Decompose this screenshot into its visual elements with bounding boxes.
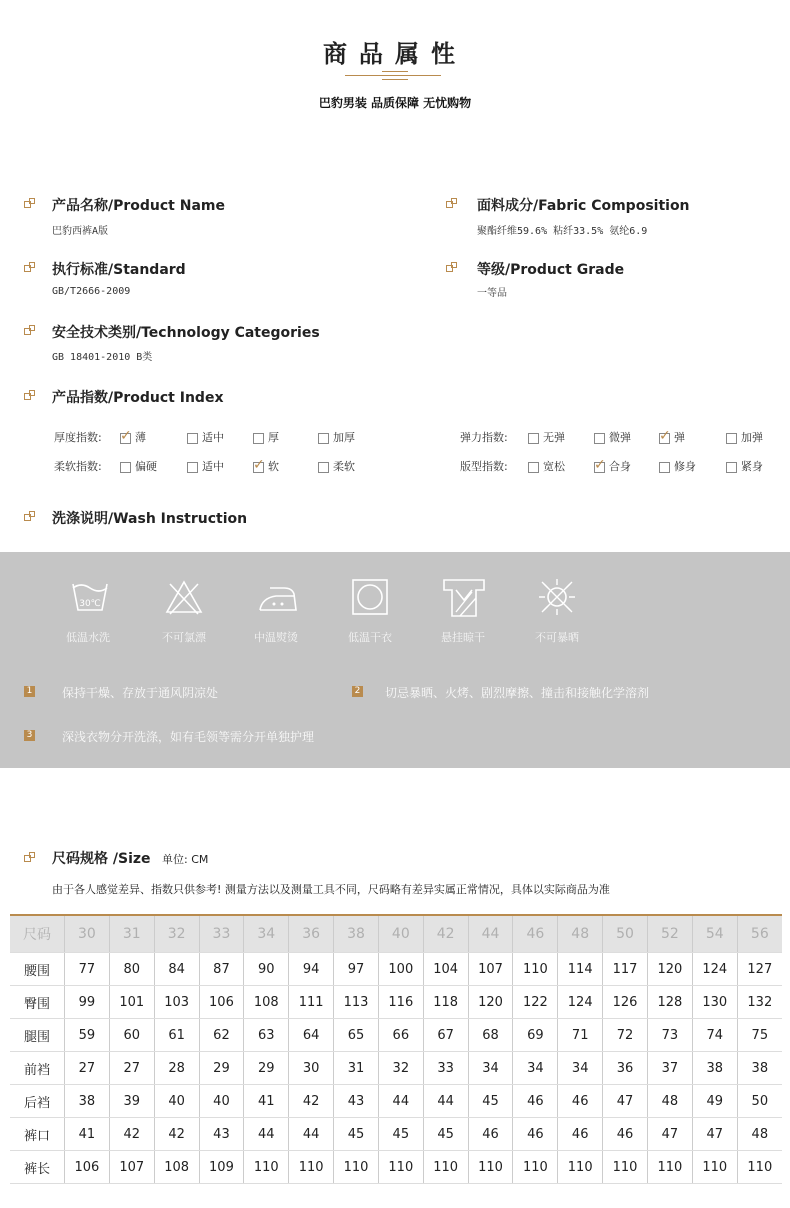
fabric-value: 聚酯纤维59.6% 粘纤33.5% 氨纶6.9 <box>477 226 648 237</box>
wash-label: 不可氯漂 <box>162 631 206 644</box>
table-cell: 80 <box>109 953 154 986</box>
table-header-cell: 52 <box>647 916 692 953</box>
table-cell: 114 <box>558 953 603 986</box>
table-cell: 103 <box>154 986 199 1019</box>
table-cell: 130 <box>692 986 737 1019</box>
tip-number-badge: 2 <box>352 686 363 697</box>
table-cell: 132 <box>737 986 782 1019</box>
thickness-option[interactable] <box>120 429 146 445</box>
table-cell: 40 <box>154 1085 199 1118</box>
table-cell: 108 <box>154 1151 199 1184</box>
title-decoration <box>382 79 408 80</box>
wash-instruction-label: 洗涤说明/Wash Instruction <box>52 511 248 527</box>
checkbox[interactable] <box>528 462 539 473</box>
table-cell: 107 <box>468 953 513 986</box>
table-cell: 46 <box>513 1118 558 1151</box>
table-cell: 29 <box>244 1052 289 1085</box>
table-cell: 101 <box>109 986 154 1019</box>
thickness-option[interactable] <box>187 429 224 445</box>
table-cell: 45 <box>334 1118 379 1151</box>
checkbox[interactable] <box>594 462 605 473</box>
table-cell: 34 <box>513 1052 558 1085</box>
table-cell: 87 <box>199 953 244 986</box>
table-cell: 66 <box>378 1019 423 1052</box>
elasticity-option[interactable] <box>726 429 763 445</box>
table-cell: 90 <box>244 953 289 986</box>
table-cell: 44 <box>244 1118 289 1151</box>
table-header-cell: 50 <box>603 916 648 953</box>
elasticity-option[interactable] <box>594 429 631 445</box>
softness-option[interactable] <box>187 458 224 474</box>
table-cell: 106 <box>65 1151 110 1184</box>
table-cell: 45 <box>423 1118 468 1151</box>
option-label: 加厚 <box>333 431 355 444</box>
wash-tip: 切忌暴晒、火烤、剧烈摩擦、撞击和接触化学溶剂 <box>385 686 650 700</box>
table-header-row <box>10 916 782 953</box>
table-cell: 43 <box>199 1118 244 1151</box>
table-cell: 63 <box>244 1019 289 1052</box>
table-header-cell: 32 <box>154 916 199 953</box>
table-cell: 60 <box>109 1019 154 1052</box>
table-header-cell: 33 <box>199 916 244 953</box>
table-cell: 110 <box>513 953 558 986</box>
table-row <box>10 1019 782 1052</box>
table-cell: 110 <box>737 1151 782 1184</box>
thickness-option[interactable] <box>253 429 279 445</box>
section-bullet-icon <box>24 198 36 210</box>
size-note: 由于各人感觉差异、指数只供参考! 测量方法以及测量工具不同，尺码略有差异实属正常情况，具体以实际商品为准 <box>52 883 610 896</box>
softness-option[interactable] <box>253 458 279 474</box>
table-cell: 99 <box>65 986 110 1019</box>
section-bullet-icon <box>24 325 36 337</box>
table-row <box>10 953 782 986</box>
fit-option[interactable] <box>659 458 696 474</box>
table-cell: 68 <box>468 1019 513 1052</box>
section-bullet-icon <box>24 511 36 523</box>
table-cell: 34 <box>558 1052 603 1085</box>
table-cell: 77 <box>65 953 110 986</box>
table-cell: 110 <box>692 1151 737 1184</box>
table-header-cell: 31 <box>109 916 154 953</box>
table-cell: 44 <box>289 1118 334 1151</box>
title-underline <box>345 75 441 76</box>
table-cell: 124 <box>692 953 737 986</box>
table-cell: 31 <box>334 1052 379 1085</box>
option-label: 薄 <box>135 431 146 444</box>
softness-label: 柔软指数: <box>54 460 102 473</box>
softness-option[interactable] <box>318 458 355 474</box>
checkbox[interactable] <box>594 433 605 444</box>
table-header-cell: 30 <box>65 916 110 953</box>
table-cell: 128 <box>647 986 692 1019</box>
table-cell: 126 <box>603 986 648 1019</box>
option-label: 合身 <box>609 460 631 473</box>
standard-label: 执行标准/Standard <box>52 262 186 278</box>
checkbox[interactable] <box>528 433 539 444</box>
title-decoration <box>382 71 408 72</box>
row-label: 裤口 <box>10 1118 65 1151</box>
option-label: 柔软 <box>333 460 355 473</box>
checkbox[interactable] <box>659 462 670 473</box>
elasticity-option[interactable] <box>659 429 685 445</box>
table-cell: 106 <box>199 986 244 1019</box>
table-cell: 33 <box>423 1052 468 1085</box>
table-header-cell: 46 <box>513 916 558 953</box>
table-cell: 118 <box>423 986 468 1019</box>
table-cell: 45 <box>468 1085 513 1118</box>
table-cell: 42 <box>289 1085 334 1118</box>
table-cell: 116 <box>378 986 423 1019</box>
table-header-cell: 36 <box>289 916 334 953</box>
fit-option[interactable] <box>726 458 763 474</box>
row-label: 腿围 <box>10 1019 65 1052</box>
table-header-cell: 44 <box>468 916 513 953</box>
option-label: 无弹 <box>543 431 565 444</box>
row-label: 前裆 <box>10 1052 65 1085</box>
table-header-cell: 54 <box>692 916 737 953</box>
table-cell: 46 <box>603 1118 648 1151</box>
checkbox[interactable] <box>726 433 737 444</box>
size-label: 尺码规格 /Size <box>52 851 151 867</box>
wash-label: 悬挂晾干 <box>441 631 485 644</box>
iron-medium-icon <box>256 580 300 620</box>
table-cell: 44 <box>423 1085 468 1118</box>
table-cell: 46 <box>558 1085 603 1118</box>
product-name-value: 巴豹西裤A版 <box>52 226 109 237</box>
section-bullet-icon <box>446 262 458 274</box>
table-cell: 104 <box>423 953 468 986</box>
table-cell: 39 <box>109 1085 154 1118</box>
option-label: 软 <box>268 460 279 473</box>
table-cell: 38 <box>737 1052 782 1085</box>
section-bullet-icon <box>24 262 36 274</box>
table-cell: 94 <box>289 953 334 986</box>
svg-text:30℃: 30℃ <box>79 599 101 609</box>
table-cell: 110 <box>289 1151 334 1184</box>
table-cell: 109 <box>199 1151 244 1184</box>
table-cell: 46 <box>513 1085 558 1118</box>
section-bullet-icon <box>446 198 458 210</box>
table-row <box>10 1151 782 1184</box>
checkbox[interactable] <box>120 462 131 473</box>
row-label: 臀围 <box>10 986 65 1019</box>
table-cell: 47 <box>603 1085 648 1118</box>
table-cell: 38 <box>692 1052 737 1085</box>
fit-label: 版型指数: <box>460 460 508 473</box>
table-header-cell: 34 <box>244 916 289 953</box>
table-cell: 65 <box>334 1019 379 1052</box>
table-cell: 41 <box>244 1085 289 1118</box>
checkbox[interactable] <box>659 433 670 444</box>
option-label: 微弹 <box>609 431 631 444</box>
option-label: 厚 <box>268 431 279 444</box>
table-cell: 59 <box>65 1019 110 1052</box>
table-cell: 110 <box>334 1151 379 1184</box>
checkbox[interactable] <box>726 462 737 473</box>
table-cell: 46 <box>468 1118 513 1151</box>
wash-label: 低温水洗 <box>66 631 110 644</box>
table-cell: 46 <box>558 1118 603 1151</box>
table-cell: 43 <box>334 1085 379 1118</box>
no-sun-icon <box>536 576 578 622</box>
softness-option[interactable] <box>120 458 157 474</box>
table-cell: 29 <box>199 1052 244 1085</box>
tip-number-badge: 1 <box>24 686 35 697</box>
page-subtitle: 巴豹男装 品质保障 无忧购物 <box>318 96 472 110</box>
checkbox[interactable] <box>120 433 131 444</box>
table-cell: 62 <box>199 1019 244 1052</box>
wash-label: 低温干衣 <box>348 631 392 644</box>
grade-label: 等级/Product Grade <box>477 262 625 278</box>
checkbox[interactable] <box>253 433 264 444</box>
table-cell: 50 <box>737 1085 782 1118</box>
wash-30-icon <box>70 578 110 620</box>
checkbox[interactable] <box>253 462 264 473</box>
tip-number-badge: 3 <box>24 730 35 741</box>
table-cell: 48 <box>647 1085 692 1118</box>
table-cell: 113 <box>334 986 379 1019</box>
fit-option[interactable] <box>594 458 631 474</box>
table-cell: 69 <box>513 1019 558 1052</box>
table-cell: 100 <box>378 953 423 986</box>
table-cell: 41 <box>65 1118 110 1151</box>
table-cell: 117 <box>603 953 648 986</box>
table-cell: 67 <box>423 1019 468 1052</box>
option-label: 适中 <box>202 460 224 473</box>
checkbox[interactable] <box>187 462 198 473</box>
table-cell: 97 <box>334 953 379 986</box>
table-cell: 30 <box>289 1052 334 1085</box>
table-row <box>10 1118 782 1151</box>
table-cell: 127 <box>737 953 782 986</box>
size-table <box>10 916 782 1184</box>
table-cell: 111 <box>289 986 334 1019</box>
tumble-dry-low-icon <box>351 578 389 620</box>
table-header-cell: 38 <box>334 916 379 953</box>
size-unit: 单位: CM <box>162 853 209 866</box>
table-cell: 122 <box>513 986 558 1019</box>
table-cell: 27 <box>109 1052 154 1085</box>
fabric-label: 面料成分/Fabric Composition <box>477 198 690 214</box>
checkbox[interactable] <box>318 462 329 473</box>
table-cell: 36 <box>603 1052 648 1085</box>
section-bullet-icon <box>24 390 36 402</box>
safety-value: GB 18401-2010 B类 <box>52 352 153 363</box>
table-cell: 61 <box>154 1019 199 1052</box>
table-cell: 32 <box>378 1052 423 1085</box>
option-label: 宽松 <box>543 460 565 473</box>
table-cell: 34 <box>468 1052 513 1085</box>
table-cell: 110 <box>513 1151 558 1184</box>
table-cell: 44 <box>378 1085 423 1118</box>
table-cell: 107 <box>109 1151 154 1184</box>
table-cell: 124 <box>558 986 603 1019</box>
table-cell: 75 <box>737 1019 782 1052</box>
page-title: 商品属性 <box>323 40 467 68</box>
standard-value: GB/T2666-2009 <box>52 286 131 297</box>
table-cell: 38 <box>65 1085 110 1118</box>
table-header-cell: 56 <box>737 916 782 953</box>
option-label: 紧身 <box>741 460 763 473</box>
fit-option[interactable] <box>528 458 565 474</box>
table-cell: 74 <box>692 1019 737 1052</box>
table-cell: 110 <box>244 1151 289 1184</box>
no-bleach-icon <box>164 578 204 620</box>
table-cell: 108 <box>244 986 289 1019</box>
table-header-cell: 尺码 <box>10 916 65 953</box>
table-cell: 40 <box>199 1085 244 1118</box>
table-cell: 37 <box>647 1052 692 1085</box>
thickness-label: 厚度指数: <box>54 431 102 444</box>
option-label: 加弹 <box>741 431 763 444</box>
option-label: 弹 <box>674 431 685 444</box>
table-cell: 110 <box>378 1151 423 1184</box>
table-cell: 110 <box>647 1151 692 1184</box>
grade-value: 一等品 <box>477 288 507 299</box>
table-cell: 27 <box>65 1052 110 1085</box>
table-cell: 47 <box>692 1118 737 1151</box>
option-label: 适中 <box>202 431 224 444</box>
table-cell: 110 <box>558 1151 603 1184</box>
wash-label: 中温熨烫 <box>254 631 298 644</box>
wash-label: 不可暴晒 <box>535 631 579 644</box>
table-row <box>10 1085 782 1118</box>
option-label: 修身 <box>674 460 696 473</box>
table-cell: 42 <box>109 1118 154 1151</box>
table-cell: 110 <box>603 1151 648 1184</box>
table-cell: 72 <box>603 1019 648 1052</box>
table-cell: 49 <box>692 1085 737 1118</box>
thickness-option[interactable] <box>318 429 355 445</box>
row-label: 后裆 <box>10 1085 65 1118</box>
table-cell: 45 <box>378 1118 423 1151</box>
safety-label: 安全技术类别/Technology Categories <box>52 325 320 341</box>
table-cell: 84 <box>154 953 199 986</box>
table-cell: 120 <box>647 953 692 986</box>
checkbox[interactable] <box>318 433 329 444</box>
table-header-cell: 42 <box>423 916 468 953</box>
elasticity-label: 弹力指数: <box>460 431 508 444</box>
table-cell: 48 <box>737 1118 782 1151</box>
table-cell: 110 <box>423 1151 468 1184</box>
table-row <box>10 986 782 1019</box>
table-cell: 120 <box>468 986 513 1019</box>
table-cell: 47 <box>647 1118 692 1151</box>
option-label: 偏硬 <box>135 460 157 473</box>
table-cell: 42 <box>154 1118 199 1151</box>
wash-tip: 保持干燥、存放于通风阴凉处 <box>62 686 219 700</box>
hang-dry-icon <box>442 578 486 622</box>
elasticity-option[interactable] <box>528 429 565 445</box>
checkbox[interactable] <box>187 433 198 444</box>
product-name-label: 产品名称/Product Name <box>52 198 225 214</box>
table-cell: 64 <box>289 1019 334 1052</box>
table-cell: 110 <box>468 1151 513 1184</box>
wash-tip: 深浅衣物分开洗涤，如有毛领等需分开单独护理 <box>62 730 315 744</box>
table-header-cell: 48 <box>558 916 603 953</box>
table-cell: 73 <box>647 1019 692 1052</box>
table-cell: 28 <box>154 1052 199 1085</box>
table-row <box>10 1052 782 1085</box>
section-bullet-icon <box>24 852 36 864</box>
product-index-label: 产品指数/Product Index <box>52 390 224 406</box>
table-header-cell: 40 <box>378 916 423 953</box>
row-label: 裤长 <box>10 1151 65 1184</box>
table-cell: 71 <box>558 1019 603 1052</box>
row-label: 腰围 <box>10 953 65 986</box>
